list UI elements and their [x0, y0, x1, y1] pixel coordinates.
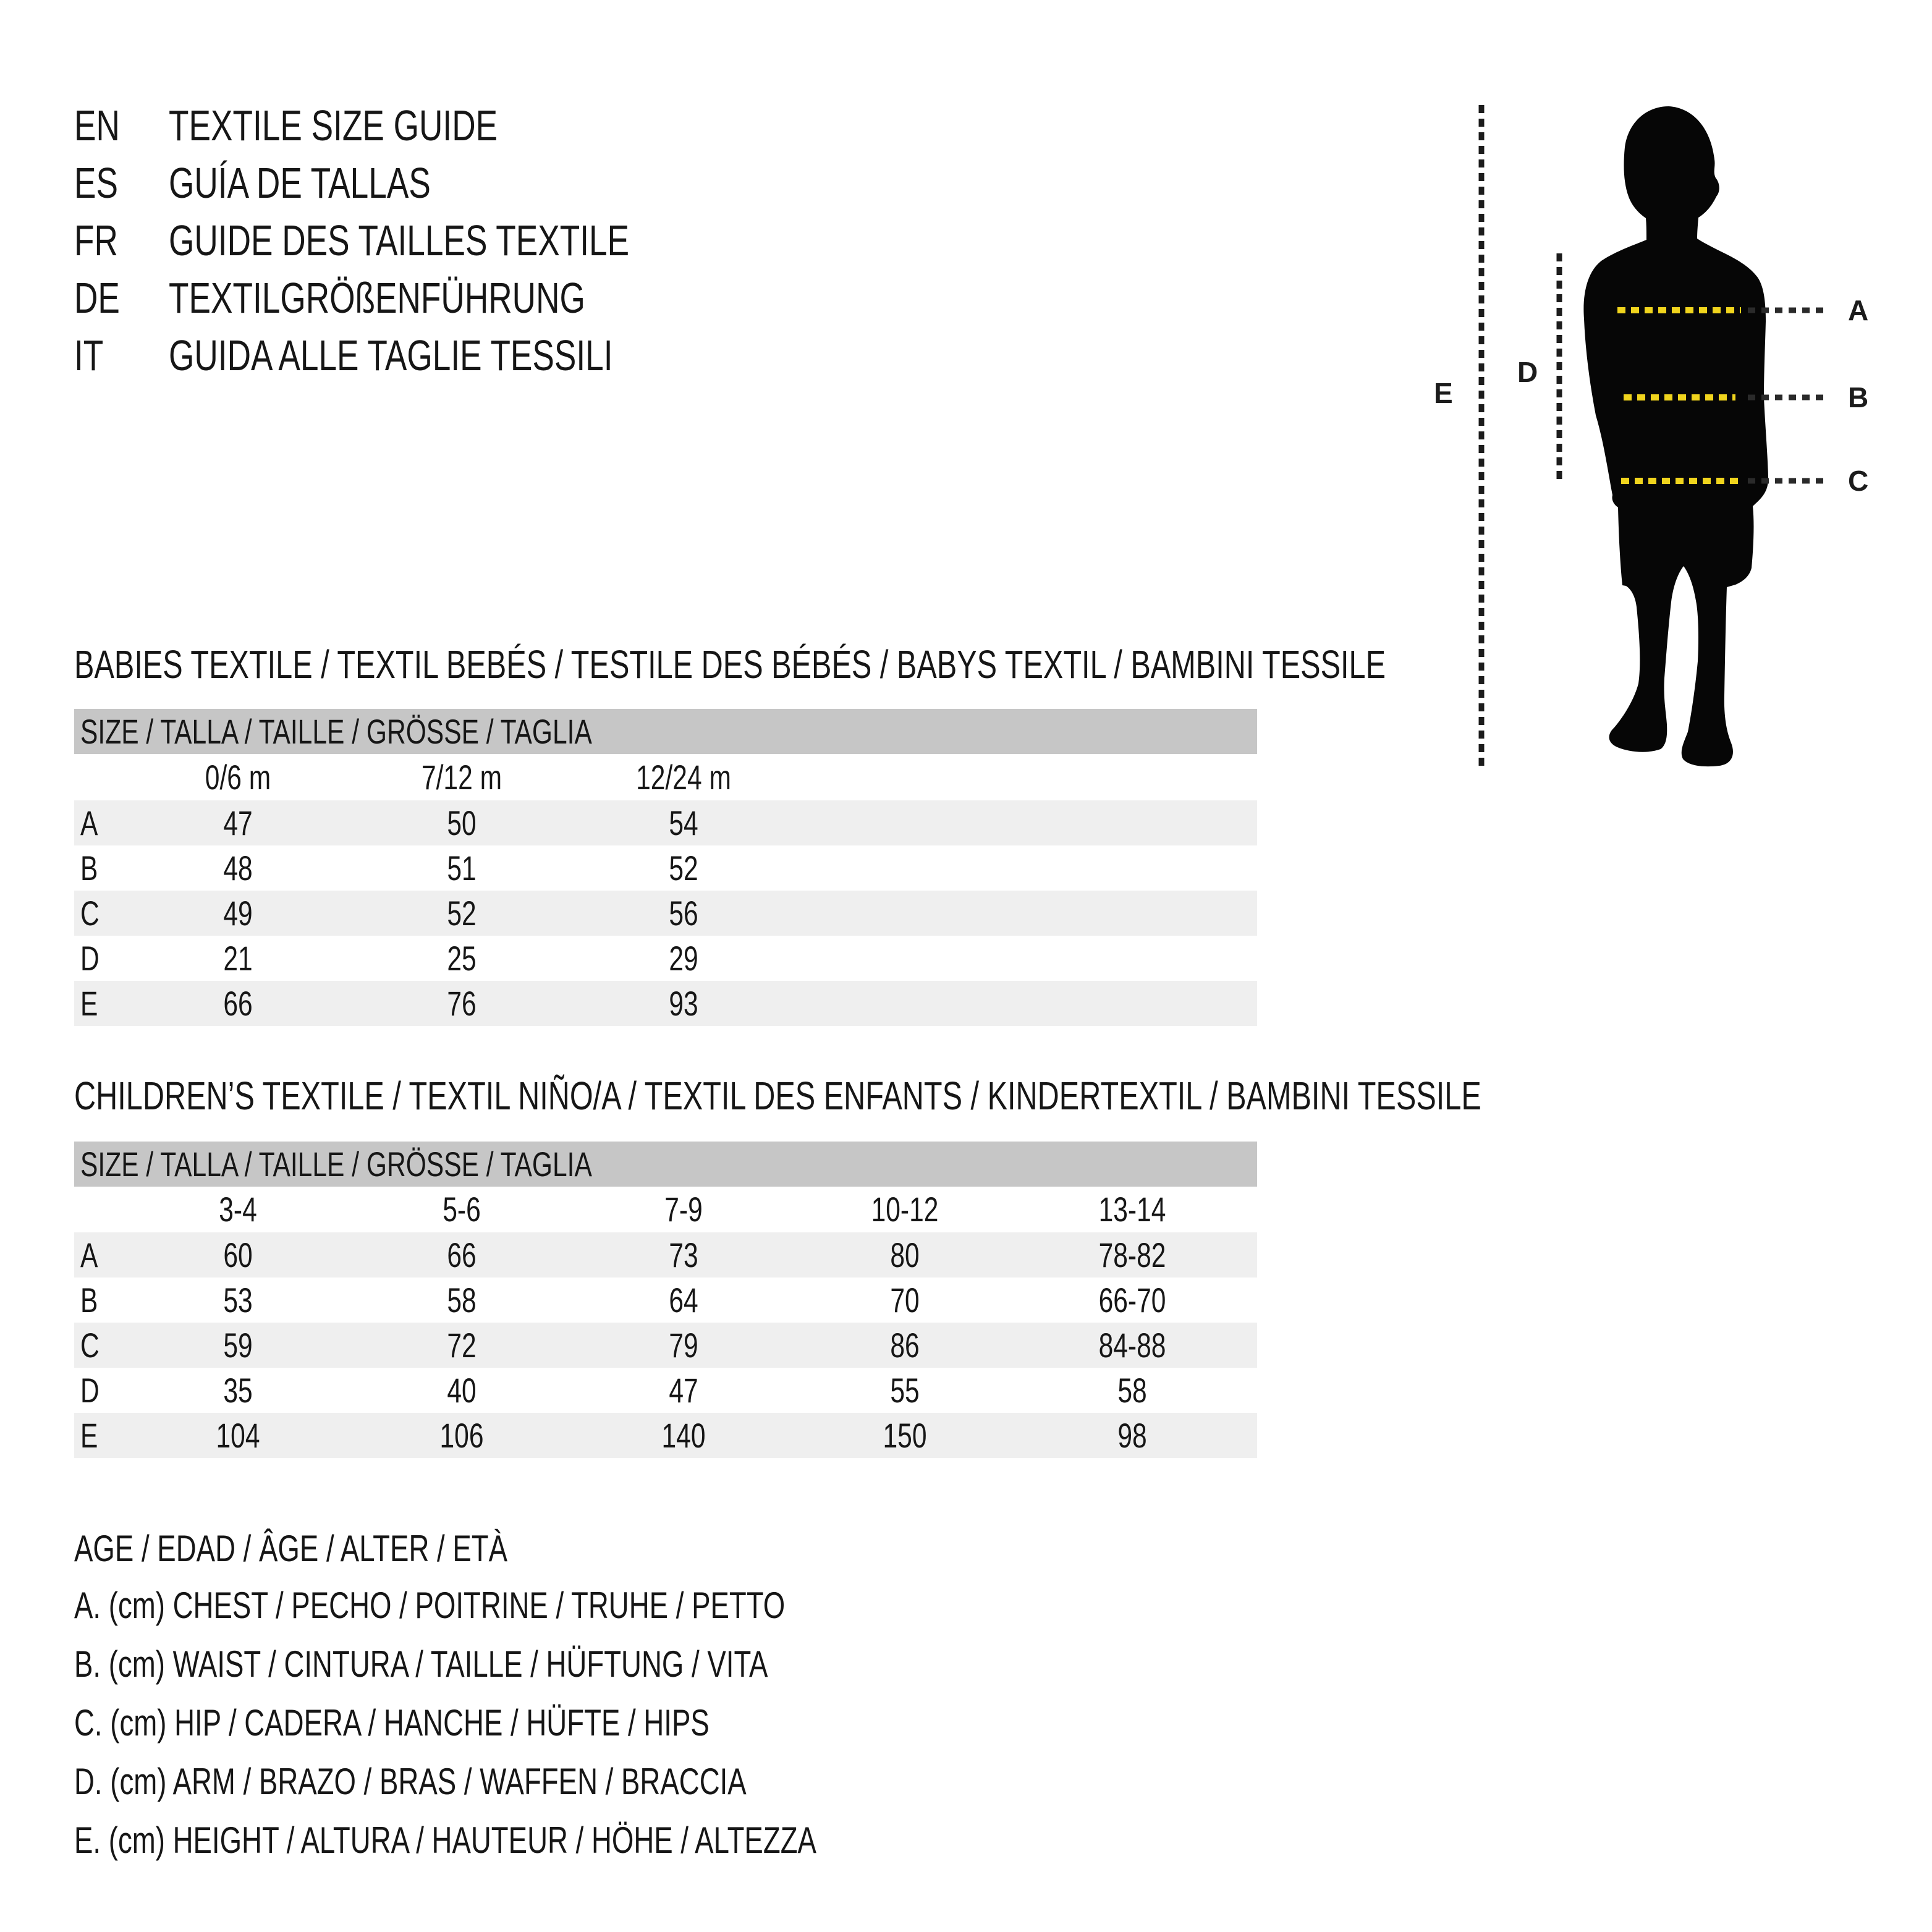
lang-code-de: DE [74, 274, 120, 322]
cell-value: 70 [890, 1281, 920, 1320]
legend-arm [74, 1758, 959, 1805]
legend-age-text: AGE / EDAD / ÂGE / ALTER / ETÀ [74, 1528, 508, 1569]
legend-chest [74, 1582, 1010, 1629]
cell-value: 59 [223, 1326, 253, 1365]
legend-hip [74, 1700, 910, 1747]
cell-value: 29 [669, 939, 698, 978]
row-label: D [80, 939, 100, 978]
cell-value: 140 [661, 1416, 706, 1455]
table-row [74, 981, 1257, 1026]
babies-size-bar [74, 709, 1257, 754]
legend-height [74, 1817, 1051, 1864]
label-height-E: E [1434, 377, 1453, 409]
cell-value: 55 [890, 1371, 920, 1410]
lang-code-en: EN [74, 101, 120, 150]
children-size-bar [74, 1142, 1257, 1187]
cell-value: 40 [447, 1371, 477, 1410]
row-label: D [80, 1371, 100, 1410]
cell-value: 79 [669, 1326, 698, 1365]
cell-value: 84-88 [1098, 1326, 1166, 1365]
row-label: C [80, 1326, 100, 1365]
cell-value: 53 [223, 1281, 253, 1320]
title-de: TEXTILGRÖßENFÜHRUNG [169, 274, 585, 322]
lang-code-fr: FR [74, 216, 118, 265]
cell-value: 76 [447, 984, 477, 1023]
cell-value: 54 [669, 803, 698, 842]
children-col-13-14: 13-14 [1098, 1190, 1166, 1229]
children-col-10-12: 10-12 [871, 1190, 939, 1229]
cell-value: 98 [1117, 1416, 1147, 1455]
cell-value: 93 [669, 984, 698, 1023]
cell-value: 51 [447, 849, 477, 888]
label-arm-D: D [1517, 356, 1538, 388]
cell-value: 47 [223, 803, 253, 842]
legend-waist [74, 1641, 987, 1688]
cell-value: 78-82 [1098, 1235, 1166, 1274]
cell-value: 50 [447, 803, 477, 842]
table-row [74, 1232, 1257, 1277]
children-section-heading [74, 1071, 1926, 1121]
children-col-7-9: 7-9 [664, 1190, 703, 1229]
babies-col-0-6m: 0/6 m [205, 758, 271, 797]
table-row [74, 845, 1257, 891]
legend-arm-text: D. (cm) ARM / BRAZO / BRAS / WAFFEN / BRACCIA [74, 1761, 747, 1802]
cell-value: 66 [223, 984, 253, 1023]
title-en: TEXTILE SIZE GUIDE [169, 101, 498, 150]
lang-code-it: IT [74, 331, 104, 379]
row-label: A [80, 803, 98, 842]
cell-value: 86 [890, 1326, 920, 1365]
table-row [74, 1368, 1257, 1413]
table-row [74, 1277, 1257, 1323]
label-hip-C: C [1848, 465, 1869, 497]
label-chest-A: A [1848, 294, 1869, 326]
cell-value: 80 [890, 1235, 920, 1274]
cell-value: 52 [669, 849, 698, 888]
table-row [74, 1413, 1257, 1458]
legend-hip-text: C. (cm) HIP / CADERA / HANCHE / HÜFTE / HIPS [74, 1702, 710, 1743]
cell-value: 73 [669, 1235, 698, 1274]
label-waist-B: B [1848, 381, 1869, 413]
cell-value: 47 [669, 1371, 698, 1410]
cell-value: 66-70 [1098, 1281, 1166, 1320]
cell-value: 60 [223, 1235, 253, 1274]
row-label: E [80, 1416, 98, 1455]
children-size-bar-text: SIZE / TALLA / TAILLE / GRÖSSE / TAGLIA [80, 1145, 592, 1184]
babies-col-7-12m: 7/12 m [421, 758, 502, 797]
cell-value: 106 [439, 1416, 484, 1455]
cell-value: 150 [883, 1416, 927, 1455]
legend-waist-text: B. (cm) WAIST / CINTURA / TAILLE / HÜFTUNG / VITA [74, 1643, 768, 1685]
row-label: B [80, 1281, 98, 1320]
row-label: C [80, 894, 100, 933]
cell-value: 104 [216, 1416, 260, 1455]
table-row [74, 1323, 1257, 1368]
babies-column-header-row [74, 754, 1257, 800]
legend-chest-text: A. (cm) CHEST / PECHO / POITRINE / TRUHE / PETTO [74, 1585, 786, 1626]
cell-value: 66 [447, 1235, 477, 1274]
cell-value: 72 [447, 1326, 477, 1365]
cell-value: 64 [669, 1281, 698, 1320]
title-es: GUÍA DE TALLAS [169, 159, 431, 207]
children-heading-text: CHILDREN’S TEXTILE / TEXTIL NIÑO/A / TEXTIL DES ENFANTS / KINDERTEXTIL / BAMBINI TESSILE [74, 1074, 1481, 1118]
cell-value: 58 [447, 1281, 477, 1320]
table-row [74, 936, 1257, 981]
cell-value: 52 [447, 894, 477, 933]
table-row [74, 891, 1257, 936]
cell-value: 21 [223, 939, 253, 978]
legend-height-text: E. (cm) HEIGHT / ALTURA / HAUTEUR / HÖHE / ALTEZZA [74, 1820, 816, 1861]
babies-section-heading [74, 640, 1800, 689]
title-fr: GUIDE DES TAILLES TEXTILE [169, 216, 630, 265]
cell-value: 58 [1117, 1371, 1147, 1410]
legend-age [74, 1525, 644, 1572]
children-col-3-4: 3-4 [219, 1190, 257, 1229]
lang-code-es: ES [74, 159, 118, 207]
row-label: B [80, 849, 98, 888]
title-it: GUIDA ALLE TAGLIE TESSILI [169, 331, 613, 379]
cell-value: 48 [223, 849, 253, 888]
cell-value: 56 [669, 894, 698, 933]
cell-value: 35 [223, 1371, 253, 1410]
cell-value: 49 [223, 894, 253, 933]
babies-size-bar-text: SIZE / TALLA / TAILLE / GRÖSSE / TAGLIA [80, 712, 592, 751]
babies-heading-text: BABIES TEXTILE / TEXTIL BEBÉS / TESTILE DES BÉBÉS / BABYS TEXTIL / BAMBINI TESSILE [74, 642, 1386, 687]
babies-col-12-24m: 12/24 m [636, 758, 731, 797]
row-label: A [80, 1235, 98, 1274]
children-column-header-row [74, 1186, 1257, 1232]
row-label: E [80, 984, 98, 1023]
table-row [74, 800, 1257, 845]
cell-value: 25 [447, 939, 477, 978]
children-col-5-6: 5-6 [443, 1190, 481, 1229]
